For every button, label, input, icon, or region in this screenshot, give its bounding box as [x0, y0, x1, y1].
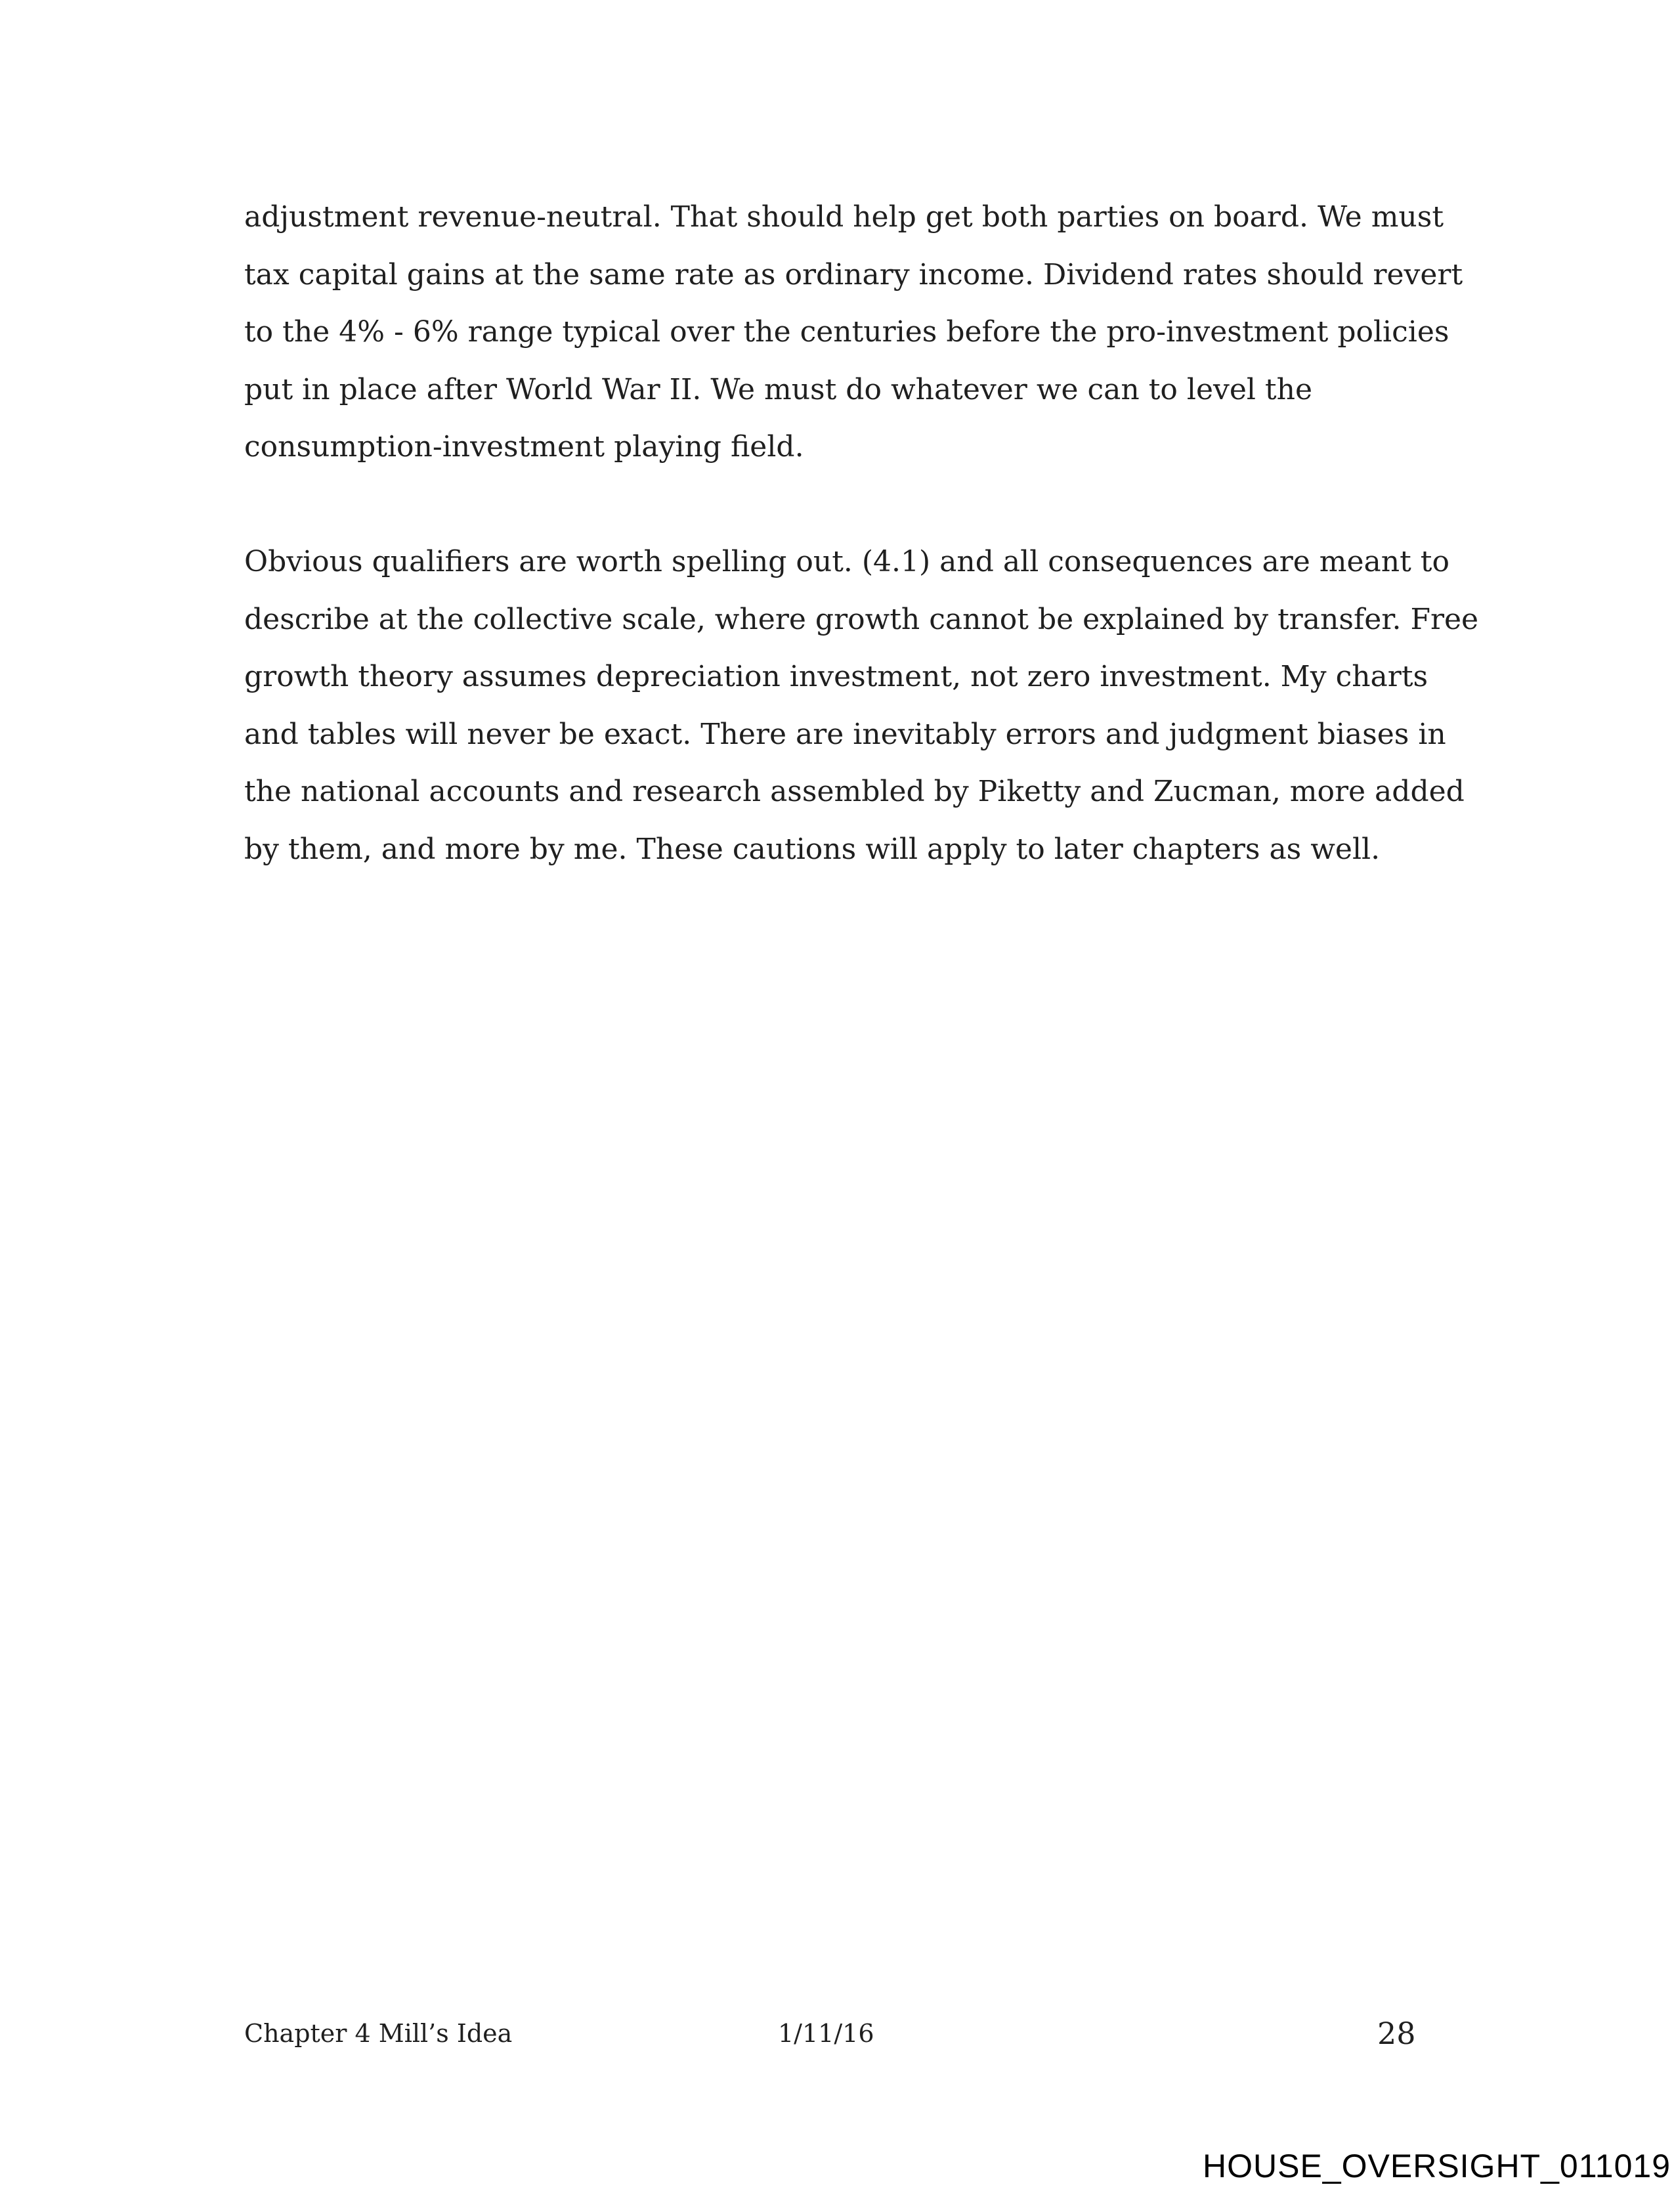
text-line: growth theory assumes depreciation investment, not zero investment. My charts — [244, 660, 1428, 693]
text-line: to the 4% - 6% range typical over the centuries before the pro-investment policies — [244, 315, 1449, 349]
paragraph-2 — [244, 533, 1479, 878]
text-line: put in place after World War II. We must do whatever we can to level the — [244, 372, 1312, 406]
bates-stamp: HOUSE_OVERSIGHT_011019 — [1203, 2148, 1671, 2184]
text-line: and tables will never be exact. There are inevitably errors and judgment biases in — [244, 717, 1446, 751]
paragraph-1 — [244, 188, 1463, 476]
footer-chapter-title: Chapter 4 Mill’s Idea — [244, 2019, 513, 2048]
text-line: Obvious qualifiers are worth spelling out. (4.1) and all consequences are meant to — [244, 545, 1449, 578]
footer-page-number: 28 — [1377, 2016, 1416, 2051]
text-line: describe at the collective scale, where growth cannot be explained by transfer. Free — [244, 602, 1479, 636]
text-line: adjustment revenue-neutral. That should help get both parties on board. We must — [244, 200, 1444, 234]
text-line: tax capital gains at the same rate as ordinary income. Dividend rates should revert — [244, 257, 1463, 292]
footer-date: 1/11/16 — [778, 2019, 874, 2048]
text-line: the national accounts and research assembled by Piketty and Zucman, more added — [244, 775, 1465, 808]
text-line: by them, and more by me. These cautions will apply to later chapters as well. — [244, 832, 1381, 866]
text-line: consumption-investment playing field. — [244, 430, 804, 464]
